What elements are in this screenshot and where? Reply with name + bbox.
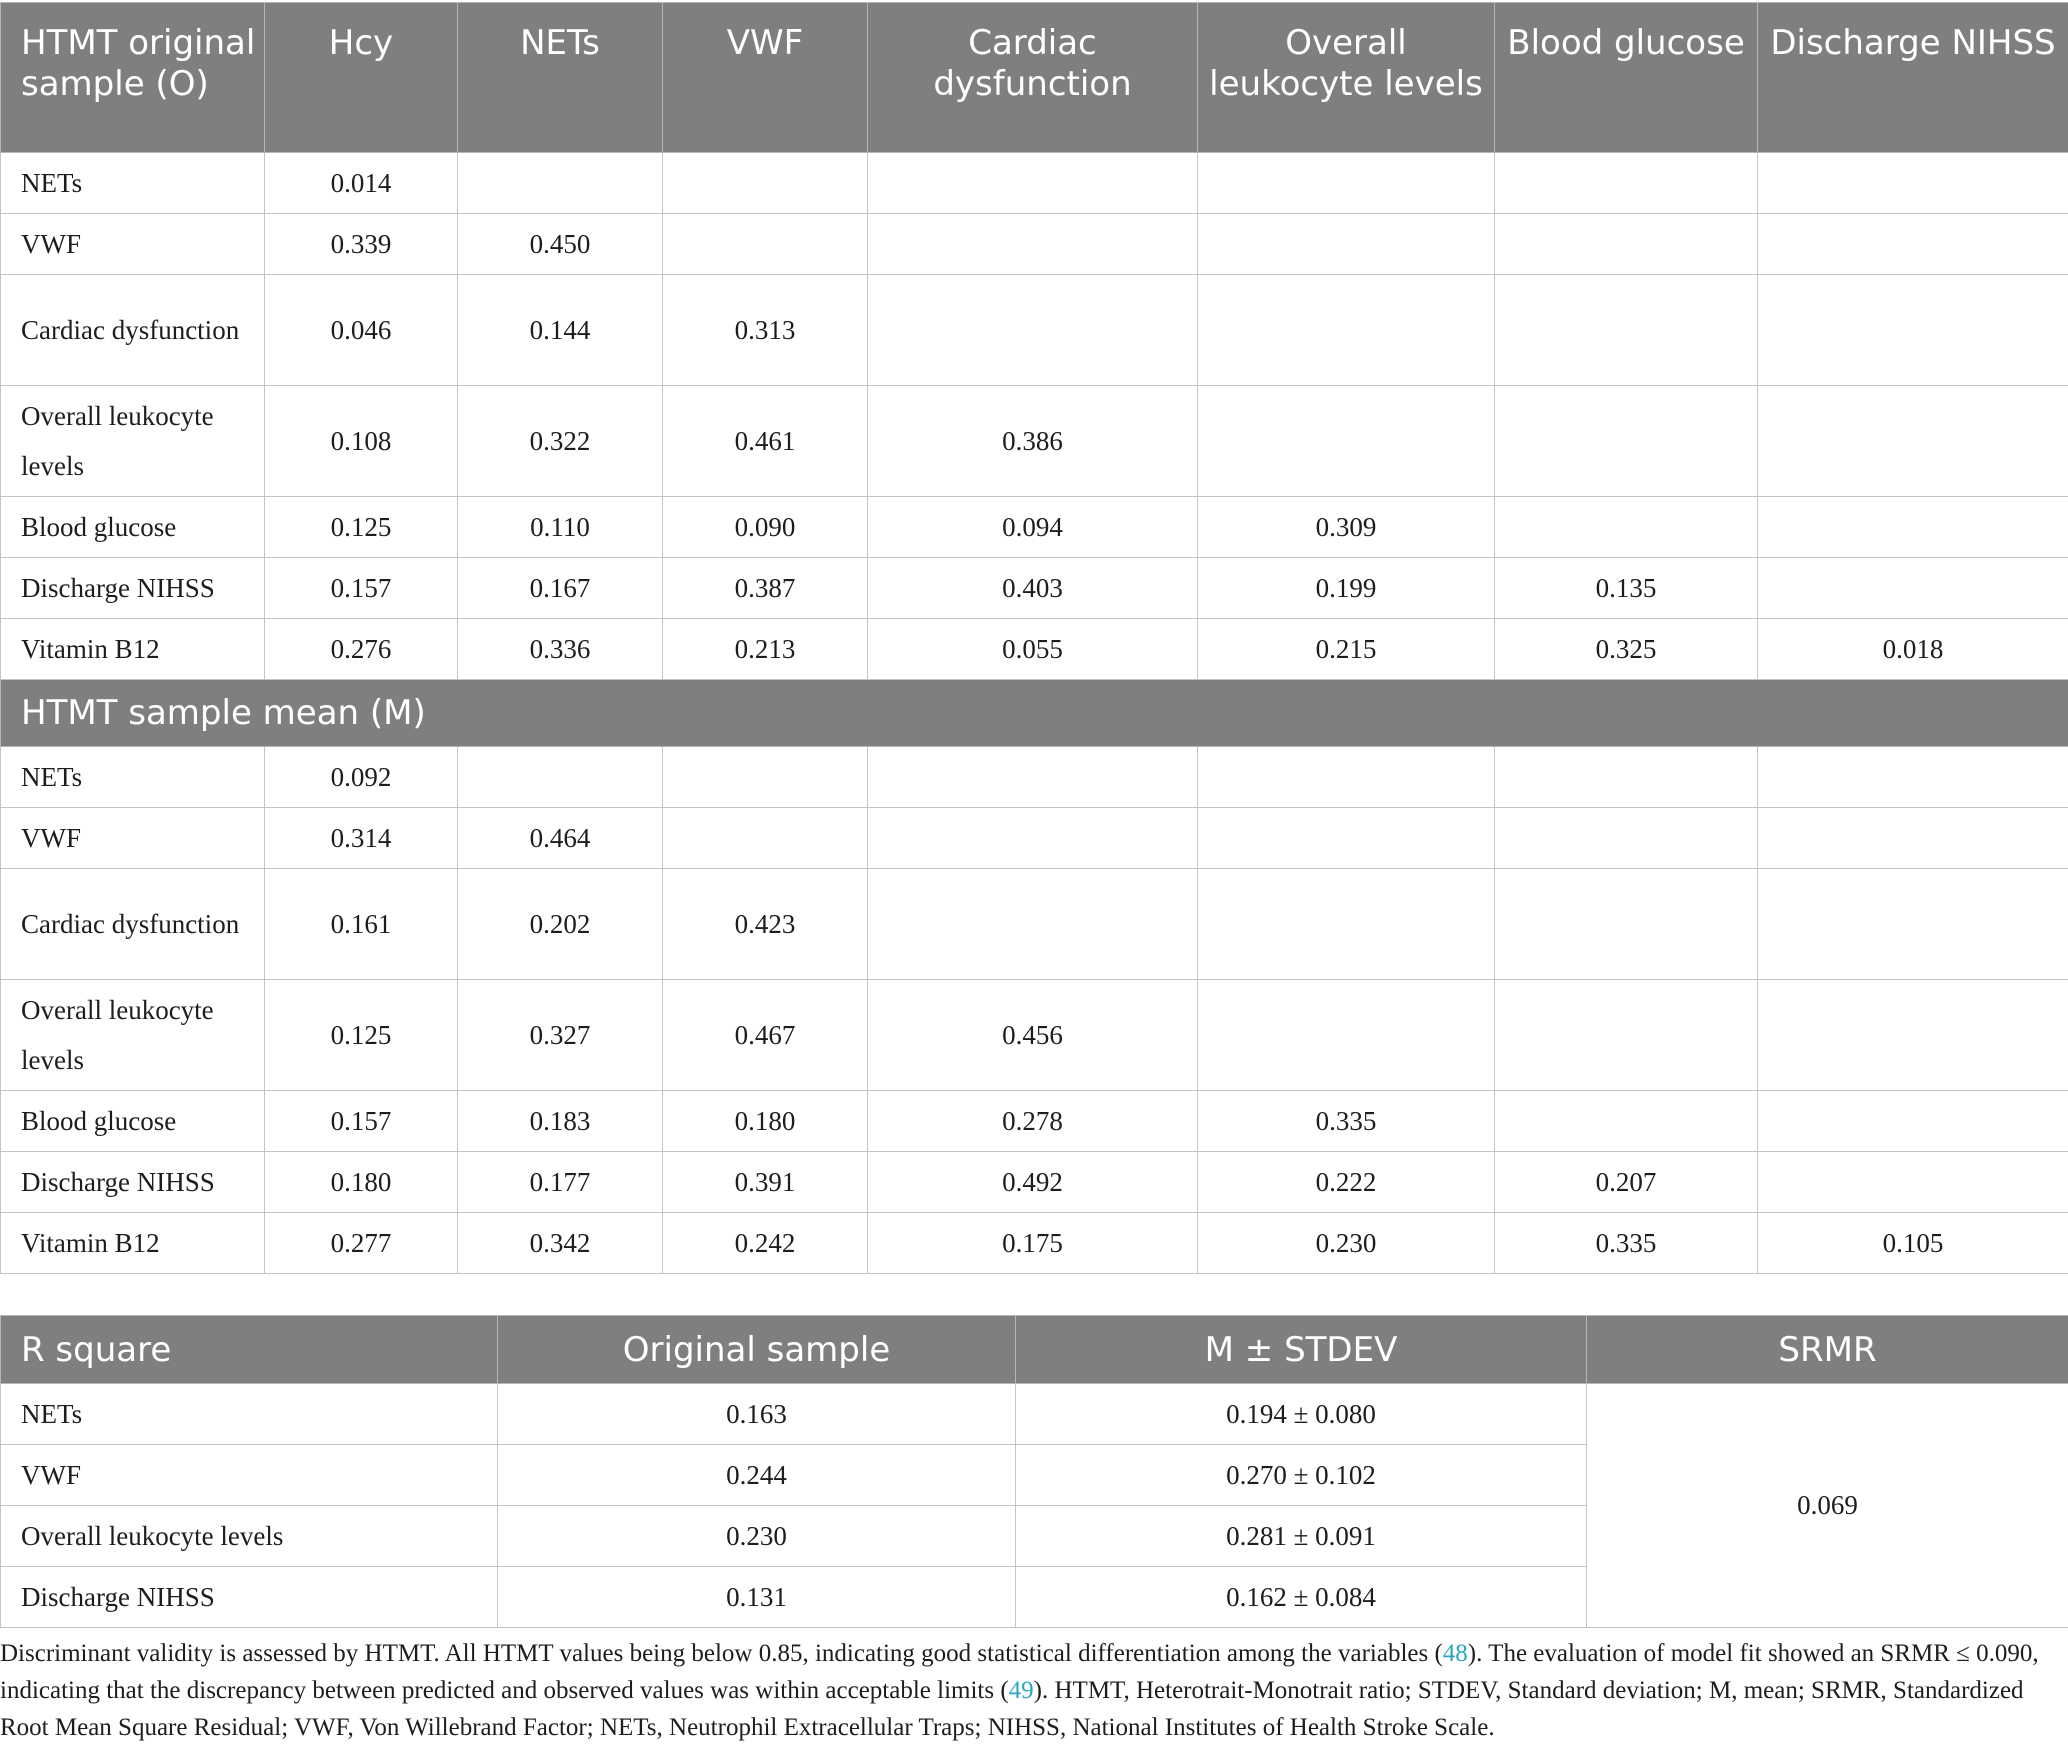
table-row — [1, 808, 2068, 869]
table-cell — [1198, 214, 1495, 275]
table-cell: 0.046 — [265, 275, 458, 386]
table-cell: 0.335 — [1495, 1213, 1758, 1274]
table-cell: 0.175 — [868, 1213, 1198, 1274]
table-cell — [1495, 869, 1758, 980]
table-cell — [1758, 747, 2068, 808]
table-cell — [868, 153, 1198, 214]
m-stdev-value: 0.270 ± 0.102 — [1016, 1445, 1587, 1506]
col-header-blood-glucose: Blood glucose — [1495, 3, 1758, 153]
table-cell — [1758, 386, 2068, 497]
table-cell — [663, 214, 868, 275]
table-cell: 0.309 — [1198, 497, 1495, 558]
original-sample-value: 0.230 — [498, 1506, 1016, 1567]
table-cell: 0.090 — [663, 497, 868, 558]
table-cell — [868, 747, 1198, 808]
col-header-hcy: Hcy — [265, 3, 458, 153]
table-cell: 0.327 — [458, 980, 663, 1091]
table-cell: 0.125 — [265, 980, 458, 1091]
table-cell: 0.230 — [1198, 1213, 1495, 1274]
table-row — [1, 275, 2068, 386]
table-cell — [1758, 275, 2068, 386]
htmt-original-header: HTMT original sample (O) — [1, 3, 265, 153]
row-label: NETs — [1, 747, 265, 808]
table-cell: 0.207 — [1495, 1152, 1758, 1213]
original-sample-value: 0.131 — [498, 1567, 1016, 1628]
table-cell: 0.110 — [458, 497, 663, 558]
m-stdev-header: M ± STDEV — [1016, 1316, 1587, 1384]
table-cell — [458, 153, 663, 214]
table-cell — [1495, 497, 1758, 558]
table-cell: 0.108 — [265, 386, 458, 497]
table-cell: 0.144 — [458, 275, 663, 386]
table-footnote — [0, 1635, 2060, 1746]
table-cell — [1198, 980, 1495, 1091]
table-cell: 0.183 — [458, 1091, 663, 1152]
table-cell — [1758, 558, 2068, 619]
table-cell — [1198, 153, 1495, 214]
row-label: VWF — [1, 214, 265, 275]
row-label: Overall leukocyte levels — [1, 980, 265, 1091]
m-stdev-value: 0.281 ± 0.091 — [1016, 1506, 1587, 1567]
original-sample-header: Original sample — [498, 1316, 1016, 1384]
table-cell — [1758, 214, 2068, 275]
table-row — [1, 153, 2068, 214]
r-square-table — [0, 1315, 2068, 1628]
table-cell — [663, 808, 868, 869]
col-header-overall-leukocyte-levels: Overall leukocyte levels — [1198, 3, 1495, 153]
table-cell: 0.180 — [265, 1152, 458, 1213]
row-label: Vitamin B12 — [1, 1213, 265, 1274]
table-row — [1, 1152, 2068, 1213]
table-cell: 0.450 — [458, 214, 663, 275]
reference-link-49[interactable]: 49 — [1008, 1677, 1034, 1704]
table-cell: 0.222 — [1198, 1152, 1495, 1213]
table-cell — [1198, 386, 1495, 497]
table-cell: 0.167 — [458, 558, 663, 619]
table-cell: 0.336 — [458, 619, 663, 680]
table-cell: 0.313 — [663, 275, 868, 386]
table-cell — [868, 275, 1198, 386]
section-header-row — [1, 680, 2068, 747]
table-cell: 0.314 — [265, 808, 458, 869]
r-square-header-row — [1, 1316, 2068, 1384]
table-cell — [663, 747, 868, 808]
table-row — [1, 980, 2068, 1091]
table-cell — [1198, 275, 1495, 386]
table-cell — [1495, 386, 1758, 497]
table-cell: 0.202 — [458, 869, 663, 980]
table-cell: 0.456 — [868, 980, 1198, 1091]
table-cell — [1758, 1152, 2068, 1213]
footnote-text-part1: Discriminant validity is assessed by HTMT. All HTMT values being below 0.85, indicating good statistical differentiation among the variables ( — [0, 1640, 1443, 1667]
table-cell: 0.055 — [868, 619, 1198, 680]
table-cell: 0.322 — [458, 386, 663, 497]
table-cell: 0.391 — [663, 1152, 868, 1213]
table-cell — [1758, 808, 2068, 869]
table-cell: 0.157 — [265, 1091, 458, 1152]
table-cell: 0.180 — [663, 1091, 868, 1152]
row-label: NETs — [1, 153, 265, 214]
table-cell — [1495, 214, 1758, 275]
table-cell: 0.094 — [868, 497, 1198, 558]
table-row — [1, 558, 2068, 619]
table-cell — [868, 214, 1198, 275]
table-cell — [1758, 497, 2068, 558]
table-cell — [1758, 153, 2068, 214]
table-cell: 0.018 — [1758, 619, 2068, 680]
table-cell: 0.461 — [663, 386, 868, 497]
table-cell — [1495, 275, 1758, 386]
htmt-sample-mean-header: HTMT sample mean (M) — [1, 680, 2068, 747]
m-stdev-value: 0.162 ± 0.084 — [1016, 1567, 1587, 1628]
table-cell: 0.387 — [663, 558, 868, 619]
table-row — [1, 1384, 2068, 1445]
table-cell — [868, 869, 1198, 980]
table-cell — [458, 747, 663, 808]
table-cell: 0.135 — [1495, 558, 1758, 619]
table-cell: 0.092 — [265, 747, 458, 808]
table-cell — [868, 808, 1198, 869]
table-cell — [1495, 980, 1758, 1091]
table-cell: 0.157 — [265, 558, 458, 619]
table-cell: 0.335 — [1198, 1091, 1495, 1152]
htmt-table — [0, 2, 2068, 1274]
table-cell — [663, 153, 868, 214]
row-label: Blood glucose — [1, 497, 265, 558]
row-label: NETs — [1, 1384, 498, 1445]
table-cell: 0.242 — [663, 1213, 868, 1274]
table-cell — [1758, 869, 2068, 980]
row-label: Discharge NIHSS — [1, 558, 265, 619]
srmr-header: SRMR — [1587, 1316, 2068, 1384]
row-label: Cardiac dysfunction — [1, 275, 265, 386]
table-cell: 0.386 — [868, 386, 1198, 497]
r-square-header: R square — [1, 1316, 498, 1384]
col-header-nets: NETs — [458, 3, 663, 153]
table-cell: 0.215 — [1198, 619, 1495, 680]
row-label: VWF — [1, 808, 265, 869]
table-row — [1, 1213, 2068, 1274]
table-cell: 0.276 — [265, 619, 458, 680]
original-sample-value: 0.244 — [498, 1445, 1016, 1506]
table-cell — [1495, 1091, 1758, 1152]
table-row — [1, 747, 2068, 808]
table-cell: 0.161 — [265, 869, 458, 980]
row-label: Discharge NIHSS — [1, 1567, 498, 1628]
col-header-cardiac-dysfunction: Cardiac dysfunction — [868, 3, 1198, 153]
table-cell: 0.105 — [1758, 1213, 2068, 1274]
table-row — [1, 214, 2068, 275]
table-cell: 0.339 — [265, 214, 458, 275]
table-cell: 0.213 — [663, 619, 868, 680]
table-cell — [1198, 747, 1495, 808]
table-cell — [1495, 153, 1758, 214]
table-cell: 0.177 — [458, 1152, 663, 1213]
table-cell: 0.014 — [265, 153, 458, 214]
row-label: Discharge NIHSS — [1, 1152, 265, 1213]
col-header-discharge-nihss: Discharge NIHSS — [1758, 3, 2068, 153]
row-label: Overall leukocyte levels — [1, 386, 265, 497]
table-cell — [1198, 808, 1495, 869]
row-label: VWF — [1, 1445, 498, 1506]
row-label: Overall leukocyte levels — [1, 1506, 498, 1567]
m-stdev-value: 0.194 ± 0.080 — [1016, 1384, 1587, 1445]
table-cell: 0.403 — [868, 558, 1198, 619]
row-label: Blood glucose — [1, 1091, 265, 1152]
reference-link-48[interactable]: 48 — [1442, 1640, 1468, 1667]
row-label: Cardiac dysfunction — [1, 869, 265, 980]
table-cell: 0.278 — [868, 1091, 1198, 1152]
table-cell: 0.125 — [265, 497, 458, 558]
table-cell: 0.199 — [1198, 558, 1495, 619]
table-row — [1, 386, 2068, 497]
col-header-vwf: VWF — [663, 3, 868, 153]
table-cell: 0.467 — [663, 980, 868, 1091]
table-cell: 0.277 — [265, 1213, 458, 1274]
table-cell — [1758, 980, 2068, 1091]
table-cell — [1198, 869, 1495, 980]
footnote-text-part2: ). The evaluation of model fit showed an SRMR ≤ 0.090, indicating that the discrepancy between predicted and observed values was within acceptable limits ( — [0, 1640, 2039, 1704]
srmr-value: 0.069 — [1587, 1384, 2068, 1628]
footnote-text-part3: ). HTMT, Heterotrait-Monotrait ratio; STDEV, Standard deviation; M, mean; SRMR, Standardized Root Mean Square Residual; VWF, Von Willebrand Factor; NETs, Neutrophil Extracellular Traps; NIHSS, National Institutes of Health Stroke Scale. — [0, 1677, 2024, 1741]
row-label: Vitamin B12 — [1, 619, 265, 680]
table-cell — [1758, 1091, 2068, 1152]
table-row — [1, 497, 2068, 558]
table-row — [1, 1091, 2068, 1152]
table-row — [1, 869, 2068, 980]
table-row — [1, 619, 2068, 680]
table-cell: 0.464 — [458, 808, 663, 869]
htmt-table-body — [1, 3, 2068, 1274]
table-cell: 0.423 — [663, 869, 868, 980]
table-cell: 0.325 — [1495, 619, 1758, 680]
table-cell: 0.342 — [458, 1213, 663, 1274]
table-cell — [1495, 808, 1758, 869]
table-cell — [1495, 747, 1758, 808]
table-cell: 0.492 — [868, 1152, 1198, 1213]
original-sample-value: 0.163 — [498, 1384, 1016, 1445]
htmt-header-row — [1, 3, 2068, 153]
